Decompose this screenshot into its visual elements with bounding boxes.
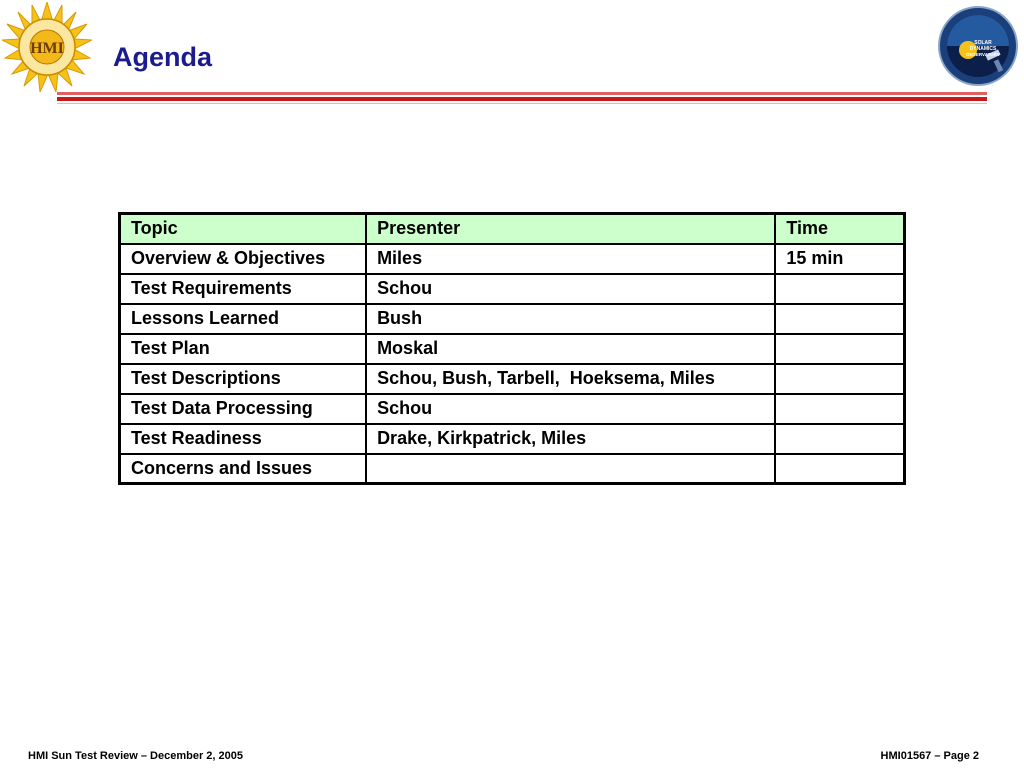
presenter-cell: Schou (366, 274, 775, 304)
sdo-line-2: DYNAMICS (969, 46, 997, 52)
topic-cell: Lessons Learned (120, 304, 367, 334)
topic-cell: Overview & Objectives (120, 244, 367, 274)
time-cell (775, 274, 904, 304)
presenter-cell (366, 454, 775, 484)
presenter-cell: Schou (366, 394, 775, 424)
topic-cell: Test Requirements (120, 274, 367, 304)
topic-cell: Test Plan (120, 334, 367, 364)
col-header-presenter: Presenter (366, 214, 775, 244)
table-row (120, 304, 905, 334)
table-header-row (120, 214, 905, 244)
sdo-logo (938, 6, 1018, 86)
footer-left: HMI Sun Test Review – December 2, 2005 (28, 750, 243, 762)
time-cell (775, 364, 904, 394)
sdo-line-1: SOLAR (974, 40, 992, 46)
presenter-cell: Schou, Bush, Tarbell, Hoeksema, Miles (366, 364, 775, 394)
presenter-cell: Moskal (366, 334, 775, 364)
time-cell (775, 424, 904, 454)
topic-cell: Concerns and Issues (120, 454, 367, 484)
header-rule-bottom (57, 103, 987, 104)
topic-cell: Test Data Processing (120, 394, 367, 424)
table-row (120, 244, 905, 274)
time-cell (775, 334, 904, 364)
table-row (120, 424, 905, 454)
col-header-topic: Topic (120, 214, 367, 244)
table-row (120, 454, 905, 484)
footer-page-number: HMI01567 – Page 2 (880, 750, 979, 762)
hmi-logo (2, 2, 92, 92)
sdo-line-3: OBSERVATORY (966, 52, 1000, 57)
presenter-cell: Miles (366, 244, 775, 274)
agenda-table (118, 212, 906, 485)
header-rule-top (57, 92, 987, 95)
hmi-logo-text: HMI (30, 40, 64, 57)
topic-cell: Test Readiness (120, 424, 367, 454)
col-header-time: Time (775, 214, 904, 244)
topic-cell: Test Descriptions (120, 364, 367, 394)
table-row (120, 334, 905, 364)
table-row (120, 364, 905, 394)
presenter-cell: Drake, Kirkpatrick, Miles (366, 424, 775, 454)
time-cell: 15 min (775, 244, 904, 274)
table-row (120, 394, 905, 424)
table-row (120, 274, 905, 304)
header-rule-main (57, 97, 987, 101)
time-cell (775, 454, 904, 484)
presenter-cell: Bush (366, 304, 775, 334)
time-cell (775, 394, 904, 424)
time-cell (775, 304, 904, 334)
page-title: Agenda (113, 42, 213, 72)
